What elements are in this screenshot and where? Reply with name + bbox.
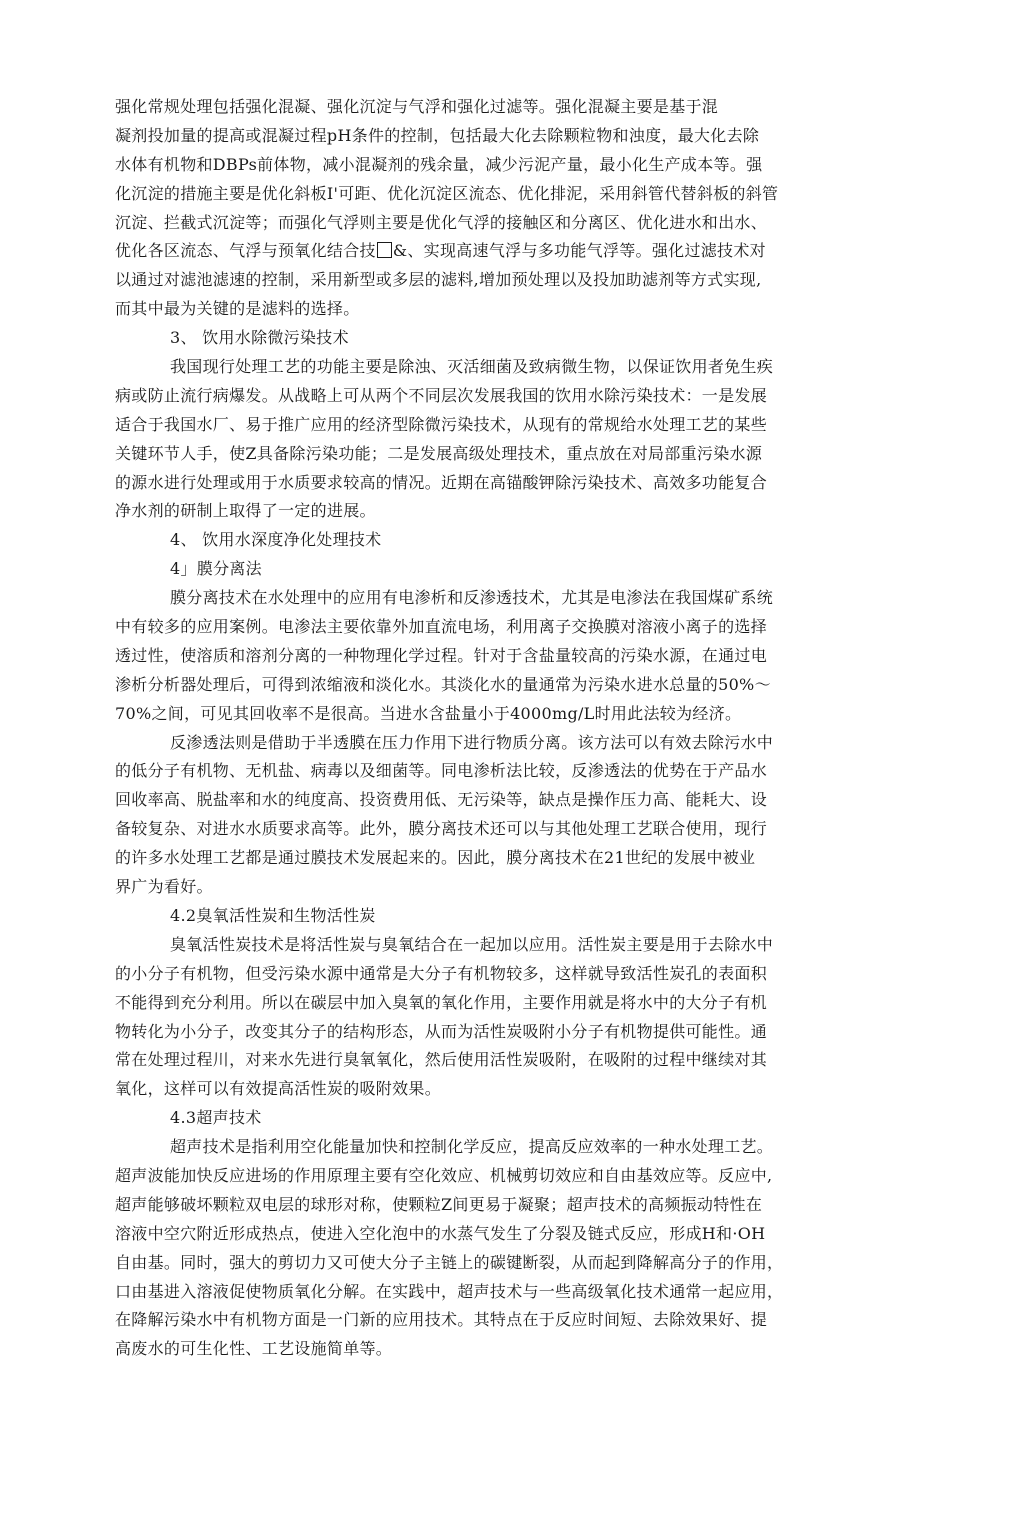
paragraph-membrane-electrodialysis <box>115 584 860 728</box>
text-line: 膜分离技术在水处理中的应用有电渗析和反渗透技术，尤其是电渗法在我国煤矿系统 <box>170 588 774 608</box>
subsection-heading: 4.3超声技术 <box>170 1108 262 1128</box>
subsection-heading: 4」膜分离法 <box>170 559 262 579</box>
text-line: 以通过对滤池滤速的控制，采用新型或多层的滤料,增加预处理以及投加助滤剂等方式实现, <box>115 270 762 290</box>
text-line: 水体有机物和DBPs前体物，减小混凝剂的残余量，减少污泥产量，最小化生产成本等。强 <box>115 154 763 174</box>
text-line: 中有较多的应用案例。电渗法主要依靠外加直流电场，利用离子交换膜对溶液小离子的选择 <box>115 617 768 637</box>
document-body <box>115 93 860 1364</box>
text-line: 不能得到充分利用。所以在碳层中加入臭氧的氧化作用，主要作用就是将水中的大分子有机 <box>115 992 768 1012</box>
paragraph-ozone-activated-carbon <box>115 931 860 1104</box>
paragraph-reverse-osmosis <box>115 729 860 902</box>
text-line: 臭氧活性炭技术是将活性炭与臭氧结合在一起加以应用。活性炭主要是用于去除水中 <box>170 934 774 954</box>
text-line: 强化常规处理包括强化混凝、强化沉淀与气浮和强化过滤等。强化混凝主要是基于混 <box>115 97 719 116</box>
text-line: 溶液中空穴附近形成热点，使进入空化泡中的水蒸气发生了分裂及链式反应，形成H和·OH <box>115 1223 766 1243</box>
text-line: 常在处理过程川，对来水先进行臭氧氧化，然后使用活性炭吸附，在吸附的过程中继续对其 <box>115 1050 768 1070</box>
text-line: 超声技术是指利用空化能量加快和控制化学反应，提高反应效率的一种水处理工艺。 <box>170 1137 774 1157</box>
heading-4-3 <box>115 1104 860 1133</box>
text-line: 超声波能加快反应进场的作用原理主要有空化效应、机械剪切效应和自由基效应等。反应中, <box>115 1165 773 1185</box>
text-line: 透过性，使溶质和溶剂分离的一种物理化学过程。针对于含盐量较高的污染水源，在通过电 <box>115 645 768 665</box>
text-line: 我国现行处理工艺的功能主要是除浊、灭活细菌及致病微生物，以保证饮用者免生疾 <box>170 357 774 377</box>
text-line: 化沉淀的措施主要是优化斜板I'可距、优化沉淀区流态、优化排泥，采用斜管代替斜板的斜管 <box>115 183 779 203</box>
heading-4 <box>115 526 860 555</box>
text-line: 自由基。同时，强大的剪切力又可使大分子主链上的碳键断裂，从而起到降解高分子的作用， <box>115 1252 784 1272</box>
text-line: 关键环节人手，使Z具备除污染功能；二是发展高级处理技术，重点放在对局部重污染水源 <box>115 443 763 463</box>
text-line: 病或防止流行病爆发。从战略上可从两个不同层次发展我国的饮用水除污染技术：一是发展 <box>115 385 768 405</box>
section-heading: 3、 饮用水除微污染技术 <box>170 328 349 348</box>
text-line: 沉淀、拦截式沉淀等；而强化气浮则主要是优化气浮的接触区和分离区、优化进水和出水、 <box>115 212 768 232</box>
text-line: 氧化，这样可以有效提高活性炭的吸附效果。 <box>115 1079 442 1099</box>
text-line: 反渗透法则是借助于半透膜在压力作用下进行物质分离。该方法可以有效去除污水中 <box>170 732 774 752</box>
paragraph-ultrasonic <box>115 1133 860 1364</box>
heading-3 <box>115 324 860 353</box>
text-line: 物转化为小分子，改变其分子的结构形态，从而为活性炭吸附小分子有机物提供可能性。通 <box>115 1021 768 1041</box>
text-line: 超声能够破坏颗粒双电层的球形对称，使颗粒Z间更易于凝聚；超声技术的高频振动特性在 <box>115 1194 763 1214</box>
text-line: 的许多水处理工艺都是通过膜技术发展起来的。因此，膜分离技术在21世纪的发展中被业 <box>115 848 756 868</box>
text-line: 回收率高、脱盐率和水的纯度高、投资费用低、无污染等，缺点是操作压力高、能耗大、设 <box>115 790 768 810</box>
text-line: 的小分子有机物，但受污染水源中通常是大分子有机物较多，这样就导致活性炭孔的表面积 <box>115 963 768 983</box>
text-line: 的低分子有机物、无机盐、病毒以及细菌等。同电渗析法比较，反渗透法的优势在于产品水 <box>115 761 768 781</box>
text-line: 的源水进行处理或用于水质要求较高的情况。近期在高锚酸钾除污染技术、高效多功能复合 <box>115 472 768 492</box>
text-line: 界广为看好。 <box>115 877 213 897</box>
section-heading: 4、 饮用水深度净化处理技术 <box>170 530 382 550</box>
text-line: 70%之间，可见其回收率不是很高。当进水含盐量小于4000mg/L时用此法较为经济。 <box>115 703 742 723</box>
text-line: 适合于我国水厂、易于推广应用的经济型除微污染技术，从现有的常规给水处理工艺的某些 <box>115 414 768 434</box>
text-line: 而其中最为关键的是滤料的选择。 <box>115 299 360 319</box>
missing-glyph-box <box>377 242 392 258</box>
text-line: 高废水的可生化性、工艺设施简单等。 <box>115 1339 393 1359</box>
text-line: 净水剂的研制上取得了一定的进展。 <box>115 501 376 521</box>
text-line: 凝剂投加量的提高或混凝过程pH条件的控制，包括最大化去除颗粒物和浊度，最大化去除 <box>115 125 760 145</box>
paragraph-enhanced-treatment <box>115 93 860 324</box>
subsection-heading: 4.2臭氧活性炭和生物活性炭 <box>170 905 376 925</box>
text-line: 口由基进入溶液促使物质氧化分解。在实践中，超声技术与一些高级氧化技术通常一起应用， <box>115 1281 784 1301</box>
text-line-with-box: 优化各区流态、气浮与预氧化结合技 &、实现高速气浮与多功能气浮等。强化过滤技术对 <box>115 241 766 261</box>
heading-4-2 <box>115 902 860 931</box>
text-line: 备较复杂、对进水水质要求高等。此外，膜分离技术还可以与其他处理工艺联合使用，现行 <box>115 819 768 839</box>
paragraph-micro-pollution <box>115 353 860 526</box>
text-line: 渗析分析器处理后，可得到浓缩液和淡化水。其淡化水的量通常为污染水进水总量的50%～ <box>115 674 771 694</box>
text-line: 在降解污染水中有机物方面是一门新的应用技术。其特点在于反应时间短、去除效果好、提 <box>115 1310 768 1330</box>
heading-4-1 <box>115 555 860 584</box>
